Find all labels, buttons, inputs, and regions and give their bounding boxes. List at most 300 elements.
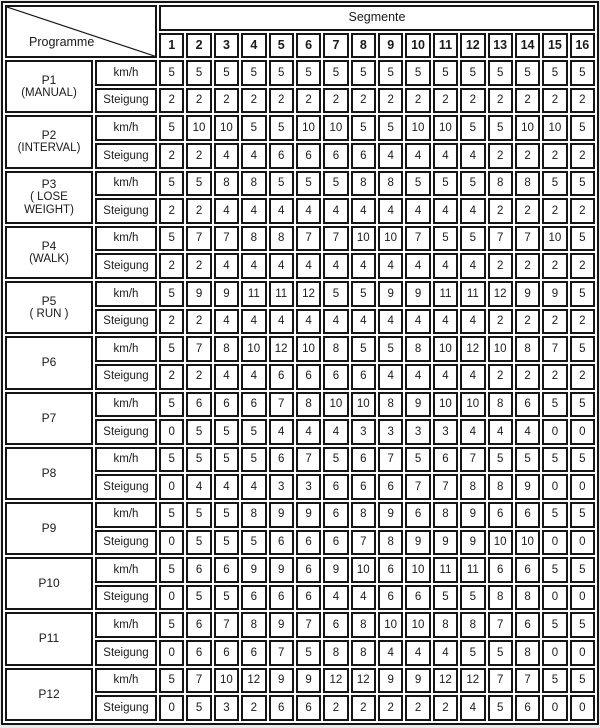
incline-value-cell: 4: [405, 640, 430, 666]
program-name: P11: [38, 631, 60, 646]
program-incline-row: [5, 198, 595, 224]
speed-value-cell: 8: [488, 392, 513, 418]
speed-value-cell: 7: [214, 612, 239, 638]
incline-value-cell: 0: [159, 530, 184, 556]
incline-value-cell: 4: [241, 143, 266, 169]
speed-value-cell: 10: [323, 392, 348, 418]
speed-value-cell: 7: [296, 447, 321, 473]
segment-number-cell: 10: [405, 33, 430, 59]
speed-value-cell: 5: [186, 502, 211, 528]
speed-value-cell: 9: [515, 281, 540, 307]
incline-value-cell: 2: [214, 88, 239, 114]
incline-value-cell: 2: [570, 198, 595, 224]
incline-value-cell: 5: [296, 640, 321, 666]
speed-value-cell: 9: [405, 668, 430, 694]
speed-value-cell: 5: [269, 115, 294, 141]
segment-number-cell: 13: [488, 33, 513, 59]
speed-value-cell: 8: [241, 171, 266, 197]
speed-unit-label: km/h: [95, 392, 157, 418]
programme-label: Programme: [29, 35, 95, 50]
speed-value-cell: 6: [323, 612, 348, 638]
speed-unit-label: km/h: [95, 226, 157, 252]
incline-value-cell: 6: [296, 364, 321, 390]
incline-value-cell: 2: [433, 88, 458, 114]
speed-value-cell: 12: [269, 336, 294, 362]
speed-value-cell: 11: [460, 281, 485, 307]
segment-number-cell: 11: [433, 33, 458, 59]
program-name-cell: [5, 447, 93, 500]
speed-value-cell: 12: [323, 668, 348, 694]
incline-value-cell: 2: [460, 88, 485, 114]
speed-value-cell: 5: [570, 226, 595, 252]
speed-value-cell: 9: [378, 668, 403, 694]
incline-value-cell: 2: [159, 309, 184, 335]
incline-value-cell: 7: [351, 530, 376, 556]
incline-value-cell: 4: [460, 198, 485, 224]
speed-value-cell: 10: [351, 226, 376, 252]
incline-value-cell: 2: [323, 695, 348, 721]
speed-unit-label: km/h: [95, 447, 157, 473]
speed-value-cell: 5: [405, 171, 430, 197]
incline-unit-label: Steigung: [95, 198, 157, 224]
speed-value-cell: 7: [269, 392, 294, 418]
speed-value-cell: 10: [214, 668, 239, 694]
speed-value-cell: 7: [378, 447, 403, 473]
speed-value-cell: 9: [460, 502, 485, 528]
incline-value-cell: 5: [214, 585, 239, 611]
speed-value-cell: 5: [378, 115, 403, 141]
speed-value-cell: 9: [269, 557, 294, 583]
speed-value-cell: 9: [378, 281, 403, 307]
program-table: [1, 1, 599, 725]
incline-value-cell: 4: [214, 143, 239, 169]
speed-value-cell: 10: [351, 392, 376, 418]
program-incline-row: [5, 585, 595, 611]
speed-value-cell: 5: [159, 392, 184, 418]
incline-value-cell: 2: [570, 88, 595, 114]
incline-value-cell: 4: [269, 198, 294, 224]
program-incline-row: [5, 474, 595, 500]
incline-value-cell: 5: [214, 530, 239, 556]
incline-value-cell: 4: [214, 474, 239, 500]
program-speed-row: [5, 226, 595, 252]
program-speed-row: [5, 115, 595, 141]
program-incline-row: [5, 88, 595, 114]
incline-value-cell: 2: [542, 143, 567, 169]
speed-value-cell: 10: [433, 115, 458, 141]
incline-value-cell: 8: [515, 585, 540, 611]
incline-value-cell: 0: [570, 585, 595, 611]
speed-unit-label: km/h: [95, 612, 157, 638]
speed-value-cell: 5: [433, 60, 458, 86]
incline-value-cell: 5: [433, 585, 458, 611]
speed-value-cell: 9: [405, 392, 430, 418]
incline-value-cell: 9: [515, 474, 540, 500]
incline-value-cell: 2: [570, 309, 595, 335]
incline-value-cell: 5: [186, 695, 211, 721]
segment-number-cell: 16: [570, 33, 595, 59]
incline-value-cell: 2: [488, 364, 513, 390]
program-name: P1: [41, 72, 57, 87]
incline-value-cell: 2: [296, 88, 321, 114]
incline-value-cell: 4: [323, 309, 348, 335]
incline-value-cell: 6: [351, 143, 376, 169]
speed-value-cell: 9: [296, 668, 321, 694]
speed-value-cell: 12: [241, 668, 266, 694]
program-speed-row: [5, 281, 595, 307]
incline-unit-label: Steigung: [95, 309, 157, 335]
speed-unit-label: km/h: [95, 336, 157, 362]
segment-number-cell: 3: [214, 33, 239, 59]
program-name-cell: [5, 60, 93, 113]
incline-value-cell: 2: [542, 364, 567, 390]
incline-value-cell: 5: [186, 585, 211, 611]
incline-value-cell: 4: [378, 364, 403, 390]
speed-value-cell: 5: [570, 171, 595, 197]
incline-value-cell: 2: [488, 253, 513, 279]
speed-value-cell: 5: [269, 171, 294, 197]
incline-value-cell: 6: [296, 530, 321, 556]
program-name: P9: [41, 520, 57, 535]
speed-value-cell: 7: [214, 226, 239, 252]
speed-value-cell: 5: [186, 171, 211, 197]
speed-value-cell: 11: [460, 557, 485, 583]
incline-value-cell: 0: [542, 419, 567, 445]
incline-value-cell: 2: [378, 695, 403, 721]
speed-value-cell: 9: [323, 557, 348, 583]
speed-value-cell: 8: [488, 171, 513, 197]
incline-value-cell: 2: [159, 88, 184, 114]
speed-value-cell: 5: [405, 60, 430, 86]
speed-value-cell: 9: [378, 502, 403, 528]
speed-value-cell: 8: [351, 612, 376, 638]
incline-value-cell: 9: [405, 530, 430, 556]
speed-value-cell: 7: [488, 668, 513, 694]
incline-value-cell: 4: [488, 419, 513, 445]
speed-unit-label: km/h: [95, 281, 157, 307]
speed-value-cell: 5: [159, 115, 184, 141]
incline-value-cell: 2: [488, 88, 513, 114]
speed-value-cell: 8: [405, 336, 430, 362]
incline-value-cell: 5: [241, 530, 266, 556]
program-speed-row: [5, 392, 595, 418]
incline-value-cell: 6: [186, 640, 211, 666]
speed-value-cell: 10: [433, 392, 458, 418]
incline-value-cell: 4: [269, 309, 294, 335]
speed-value-cell: 5: [269, 60, 294, 86]
speed-value-cell: 12: [296, 281, 321, 307]
speed-value-cell: 10: [296, 336, 321, 362]
speed-value-cell: 5: [241, 60, 266, 86]
speed-value-cell: 10: [186, 115, 211, 141]
incline-value-cell: 2: [515, 198, 540, 224]
incline-value-cell: 0: [159, 419, 184, 445]
incline-value-cell: 5: [488, 640, 513, 666]
program-incline-row: [5, 364, 595, 390]
speed-value-cell: 6: [186, 557, 211, 583]
speed-value-cell: 5: [488, 60, 513, 86]
segment-number-cell: 9: [378, 33, 403, 59]
incline-value-cell: 3: [405, 419, 430, 445]
speed-value-cell: 7: [186, 668, 211, 694]
incline-value-cell: 0: [570, 474, 595, 500]
incline-value-cell: 2: [186, 309, 211, 335]
speed-value-cell: 10: [515, 115, 540, 141]
segment-number-cell: 14: [515, 33, 540, 59]
incline-value-cell: 5: [488, 695, 513, 721]
incline-value-cell: 5: [241, 419, 266, 445]
speed-value-cell: 9: [269, 502, 294, 528]
incline-value-cell: 4: [378, 309, 403, 335]
speed-value-cell: 9: [186, 281, 211, 307]
speed-value-cell: 5: [542, 668, 567, 694]
speed-value-cell: 7: [186, 336, 211, 362]
incline-value-cell: 4: [214, 198, 239, 224]
speed-value-cell: 8: [296, 392, 321, 418]
speed-value-cell: 8: [515, 171, 540, 197]
speed-value-cell: 7: [515, 668, 540, 694]
incline-value-cell: 0: [570, 419, 595, 445]
speed-value-cell: 5: [570, 115, 595, 141]
program-incline-row: [5, 143, 595, 169]
speed-value-cell: 5: [460, 171, 485, 197]
speed-value-cell: 8: [433, 612, 458, 638]
speed-value-cell: 5: [542, 447, 567, 473]
incline-value-cell: 6: [296, 143, 321, 169]
segment-number-cell: 12: [460, 33, 485, 59]
speed-value-cell: 5: [542, 557, 567, 583]
segment-number-cell: 1: [159, 33, 184, 59]
incline-value-cell: 8: [488, 474, 513, 500]
speed-value-cell: 10: [351, 557, 376, 583]
speed-value-cell: 7: [296, 226, 321, 252]
program-subtitle: ( RUN ): [29, 307, 69, 320]
program-name-cell: [5, 612, 93, 665]
speed-value-cell: 5: [460, 115, 485, 141]
speed-value-cell: 12: [351, 668, 376, 694]
speed-value-cell: 10: [296, 115, 321, 141]
incline-value-cell: 5: [186, 419, 211, 445]
speed-value-cell: 12: [433, 668, 458, 694]
incline-value-cell: 8: [460, 474, 485, 500]
speed-value-cell: 9: [214, 281, 239, 307]
program-speed-row: [5, 612, 595, 638]
incline-value-cell: 4: [296, 198, 321, 224]
program-incline-row: [5, 253, 595, 279]
speed-value-cell: 7: [488, 226, 513, 252]
speed-value-cell: 5: [542, 502, 567, 528]
speed-value-cell: 6: [214, 392, 239, 418]
incline-value-cell: 4: [405, 309, 430, 335]
incline-value-cell: 7: [405, 474, 430, 500]
speed-value-cell: 5: [378, 336, 403, 362]
speed-value-cell: 8: [241, 612, 266, 638]
incline-value-cell: 2: [515, 364, 540, 390]
program-name: P4: [41, 238, 57, 253]
program-name: P2: [41, 128, 57, 143]
incline-value-cell: 2: [323, 88, 348, 114]
program-name-cell: [5, 668, 93, 721]
incline-value-cell: 4: [378, 143, 403, 169]
incline-value-cell: 4: [351, 585, 376, 611]
speed-value-cell: 6: [488, 502, 513, 528]
speed-value-cell: 8: [378, 392, 403, 418]
speed-value-cell: 5: [159, 226, 184, 252]
speed-value-cell: 6: [378, 557, 403, 583]
speed-value-cell: 5: [515, 447, 540, 473]
speed-value-cell: 9: [269, 668, 294, 694]
incline-value-cell: 2: [186, 88, 211, 114]
incline-value-cell: 3: [378, 419, 403, 445]
incline-value-cell: 6: [296, 695, 321, 721]
incline-value-cell: 4: [351, 198, 376, 224]
speed-value-cell: 12: [488, 281, 513, 307]
incline-value-cell: 4: [214, 253, 239, 279]
speed-unit-label: km/h: [95, 60, 157, 86]
incline-value-cell: 3: [214, 695, 239, 721]
speed-value-cell: 8: [433, 502, 458, 528]
incline-value-cell: 4: [378, 253, 403, 279]
program-speed-row: [5, 668, 595, 694]
incline-value-cell: 3: [351, 419, 376, 445]
speed-value-cell: 10: [405, 557, 430, 583]
program-name-cell: [5, 502, 93, 555]
incline-value-cell: 4: [378, 640, 403, 666]
program-name-cell: [5, 226, 93, 279]
speed-value-cell: 9: [241, 557, 266, 583]
incline-value-cell: 2: [186, 198, 211, 224]
speed-value-cell: 5: [570, 392, 595, 418]
speed-value-cell: 5: [186, 447, 211, 473]
speed-value-cell: 8: [351, 171, 376, 197]
segment-number-cell: 15: [542, 33, 567, 59]
incline-value-cell: 4: [351, 309, 376, 335]
speed-value-cell: 8: [269, 226, 294, 252]
incline-value-cell: 0: [542, 474, 567, 500]
program-speed-row: [5, 171, 595, 197]
incline-value-cell: 4: [323, 585, 348, 611]
speed-unit-label: km/h: [95, 668, 157, 694]
program-incline-row: [5, 419, 595, 445]
speed-value-cell: 8: [214, 171, 239, 197]
incline-value-cell: 0: [159, 585, 184, 611]
segment-number-cell: 2: [186, 33, 211, 59]
program-subtitle: (MANUAL): [21, 87, 77, 100]
incline-value-cell: 6: [323, 474, 348, 500]
speed-value-cell: 9: [296, 502, 321, 528]
speed-value-cell: 5: [159, 612, 184, 638]
speed-value-cell: 6: [186, 612, 211, 638]
program-name: P7: [41, 410, 57, 425]
speed-value-cell: 5: [159, 281, 184, 307]
speed-unit-label: km/h: [95, 115, 157, 141]
incline-value-cell: 6: [405, 585, 430, 611]
program-name: P8: [41, 465, 57, 480]
program-name: P6: [41, 355, 57, 370]
speed-value-cell: 5: [186, 60, 211, 86]
incline-unit-label: Steigung: [95, 143, 157, 169]
speed-value-cell: 8: [323, 336, 348, 362]
speed-value-cell: 5: [433, 171, 458, 197]
program-incline-row: [5, 530, 595, 556]
speed-value-cell: 5: [323, 281, 348, 307]
incline-value-cell: 4: [460, 695, 485, 721]
incline-value-cell: 4: [460, 364, 485, 390]
speed-value-cell: 10: [460, 392, 485, 418]
speed-value-cell: 5: [214, 502, 239, 528]
speed-value-cell: 5: [542, 60, 567, 86]
incline-value-cell: 2: [542, 309, 567, 335]
incline-value-cell: 2: [241, 695, 266, 721]
incline-value-cell: 0: [570, 695, 595, 721]
incline-value-cell: 2: [488, 143, 513, 169]
speed-value-cell: 5: [159, 60, 184, 86]
incline-value-cell: 4: [296, 253, 321, 279]
incline-value-cell: 2: [351, 88, 376, 114]
speed-value-cell: 5: [515, 60, 540, 86]
speed-value-cell: 6: [488, 557, 513, 583]
programme-header-cell: [5, 5, 157, 58]
program-incline-row: [5, 695, 595, 721]
incline-value-cell: 4: [433, 364, 458, 390]
speed-value-cell: 8: [241, 226, 266, 252]
speed-value-cell: 5: [570, 668, 595, 694]
program-name-cell: [5, 171, 93, 224]
speed-value-cell: 5: [570, 557, 595, 583]
incline-value-cell: 2: [488, 309, 513, 335]
incline-value-cell: 2: [159, 253, 184, 279]
program-incline-row: [5, 309, 595, 335]
speed-value-cell: 5: [214, 60, 239, 86]
incline-value-cell: 2: [515, 143, 540, 169]
speed-value-cell: 5: [570, 502, 595, 528]
speed-value-cell: 6: [515, 392, 540, 418]
speed-value-cell: 10: [378, 226, 403, 252]
segment-number-cell: 7: [323, 33, 348, 59]
speed-value-cell: 5: [323, 60, 348, 86]
incline-value-cell: 4: [269, 419, 294, 445]
incline-value-cell: 2: [515, 253, 540, 279]
incline-value-cell: 8: [351, 640, 376, 666]
speed-value-cell: 7: [296, 612, 321, 638]
speed-value-cell: 8: [378, 171, 403, 197]
incline-value-cell: 4: [323, 198, 348, 224]
incline-value-cell: 4: [241, 474, 266, 500]
incline-value-cell: 6: [269, 530, 294, 556]
incline-unit-label: Steigung: [95, 695, 157, 721]
speed-value-cell: 10: [542, 226, 567, 252]
incline-value-cell: 7: [269, 640, 294, 666]
speed-value-cell: 8: [351, 502, 376, 528]
speed-value-cell: 8: [241, 502, 266, 528]
incline-value-cell: 2: [269, 88, 294, 114]
incline-value-cell: 9: [433, 530, 458, 556]
speed-unit-label: km/h: [95, 557, 157, 583]
speed-unit-label: km/h: [95, 171, 157, 197]
incline-value-cell: 4: [405, 364, 430, 390]
speed-value-cell: 5: [488, 447, 513, 473]
speed-value-cell: 11: [433, 557, 458, 583]
program-speed-row: [5, 447, 595, 473]
incline-value-cell: 5: [460, 640, 485, 666]
incline-value-cell: 4: [214, 309, 239, 335]
program-name: P12: [38, 686, 60, 701]
speed-value-cell: 5: [433, 226, 458, 252]
incline-value-cell: 2: [241, 88, 266, 114]
incline-value-cell: 4: [378, 198, 403, 224]
speed-value-cell: 11: [433, 281, 458, 307]
incline-value-cell: 4: [241, 309, 266, 335]
